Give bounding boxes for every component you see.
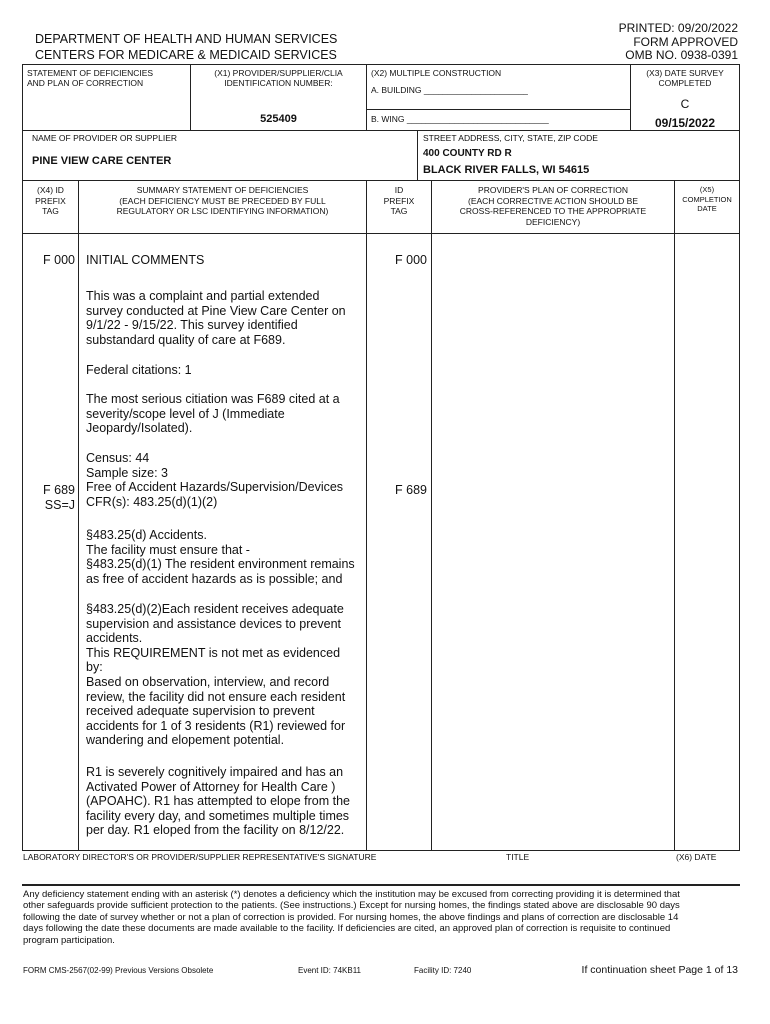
- wing-field: B. WING ______________________________: [371, 114, 549, 124]
- disclaimer: Any deficiency statement ending with an asterisk (*) denotes a deficiency which the institution may be excused from correcting providing it is determined that other safeguards provide sufficient protection to the patients. (See instructions.) Except for nursing homes, the findings stated above are disclosable 90 days following the date of survey whether or not a plan of correction is provided. For nursing homes, the above findings and plans of correction are disclosable 14 days following the date these documents are made available to the facility. If deficiencies are cited, an approved plan of correction is requisite to continued program participation.: [23, 889, 680, 946]
- x2-label: (X2) MULTIPLE CONSTRUCTION: [371, 68, 502, 78]
- survey-code: C: [680, 97, 690, 111]
- building-field: A. BUILDING ______________________: [371, 85, 528, 95]
- x1-label: (X1) PROVIDER/SUPPLIER/CLIA IDENTIFICATION NUMBER:: [214, 68, 343, 88]
- survey-date: 09/15/2022: [654, 116, 716, 130]
- id-prefix-header: ID PREFIX TAG: [383, 185, 415, 216]
- facility-id: Facility ID: 7240: [414, 966, 472, 975]
- paragraph-requirement: §483.25(d)(2)Each resident receives adequate supervision and assistance devices to prevent accidents. This REQUIREMENT is not met as evidenced by: Based on observation, interview, and record review, the facility did not ensure each resident received adequate supervision to prevent accidents for 1 of 3 residents (R1) reviewed for wandering and elopement potential.: [86, 602, 346, 748]
- omb-number: OMB NO. 0938-0391: [625, 48, 738, 62]
- dept-line-2: CENTERS FOR MEDICARE & MEDICAID SERVICES: [35, 48, 337, 62]
- page-number: If continuation sheet Page 1 of 13: [581, 964, 738, 976]
- plan-header: PROVIDER'S PLAN OF CORRECTION (EACH CORRECTIVE ACTION SHOULD BE CROSS-REFERENCED TO THE APPROPRIATE DEFICIENCY): [459, 185, 647, 227]
- provider-name: PINE VIEW CARE CENTER: [32, 155, 172, 167]
- dept-line-1: DEPARTMENT OF HEALTH AND HUMAN SERVICES: [35, 32, 338, 46]
- printed-date: PRINTED: 09/20/2022: [618, 21, 738, 35]
- date-label: (X6) DATE: [676, 852, 717, 862]
- provider-name-label: NAME OF PROVIDER OR SUPPLIER: [32, 133, 177, 143]
- form-approval-block: [538, 22, 738, 63]
- paragraph-r1: R1 is severely cognitively impaired and has an Activated Power of Attorney for Health Care ) (APOAHC). R1 has attempted to elope from the facility every day, and sometimes multiple times per day. R1 eloped from the facility on 8/12/22.: [86, 765, 351, 838]
- x3-label: (X3) DATE SURVEY COMPLETED: [646, 68, 724, 88]
- form-number: FORM CMS-2567(02-99) Previous Versions Obsolete: [23, 966, 214, 975]
- severity-ssj: SS=J: [44, 498, 75, 512]
- x5-header: (X5) COMPLETION DATE: [682, 185, 732, 213]
- provider-number: 525409: [260, 113, 297, 125]
- tag-f000-right: F 000: [395, 253, 427, 267]
- tag-f689-right: F 689: [395, 483, 427, 497]
- event-id: Event ID: 74KB11: [298, 966, 361, 975]
- department-heading: [35, 31, 337, 63]
- form-approved: FORM APPROVED: [633, 34, 738, 49]
- paragraph-most-serious: The most serious citiation was F689 cited at a severity/scope level of J (Immediate Jeopardy/Isolated).: [86, 392, 340, 436]
- tag-f000-left: F 000: [43, 253, 75, 267]
- street-address: 400 COUNTY RD R: [423, 148, 512, 159]
- title-label: TITLE: [506, 852, 530, 862]
- address-label: STREET ADDRESS, CITY, STATE, ZIP CODE: [423, 133, 598, 143]
- paragraph-census: Census: 44 Sample size: 3 Free of Accident Hazards/Supervision/Devices CFR(s): 483.25(d)(1)(2): [86, 451, 344, 509]
- signature-label: LABORATORY DIRECTOR'S OR PROVIDER/SUPPLIER REPRESENTATIVE'S SIGNATURE: [23, 852, 377, 862]
- paragraph-survey-summary: This was a complaint and partial extended survey conducted at Pine View Care Center on 9/1/22 - 9/15/22. This survey identified substandard quality of care at F689.: [86, 289, 346, 347]
- statement-label: STATEMENT OF DEFICIENCIES AND PLAN OF CORRECTION: [27, 68, 154, 88]
- initial-comments-heading: INITIAL COMMENTS: [86, 253, 205, 267]
- tag-f689-left: F 689: [43, 483, 75, 497]
- x4-header: (X4) ID PREFIX TAG: [35, 185, 66, 216]
- paragraph-federal-citations: Federal citations: 1: [86, 363, 192, 377]
- summary-header: SUMMARY STATEMENT OF DEFICIENCIES (EACH DEFICIENCY MUST BE PRECEDED BY FULL REGULATORY OR LSC IDENTIFYING INFORMATION): [116, 185, 329, 216]
- paragraph-accidents: §483.25(d) Accidents. The facility must ensure that - §483.25(d)(1) The resident environment remains as free of accident hazards as is possible; and: [86, 528, 355, 586]
- city-state-zip: BLACK RIVER FALLS, WI 54615: [423, 164, 590, 176]
